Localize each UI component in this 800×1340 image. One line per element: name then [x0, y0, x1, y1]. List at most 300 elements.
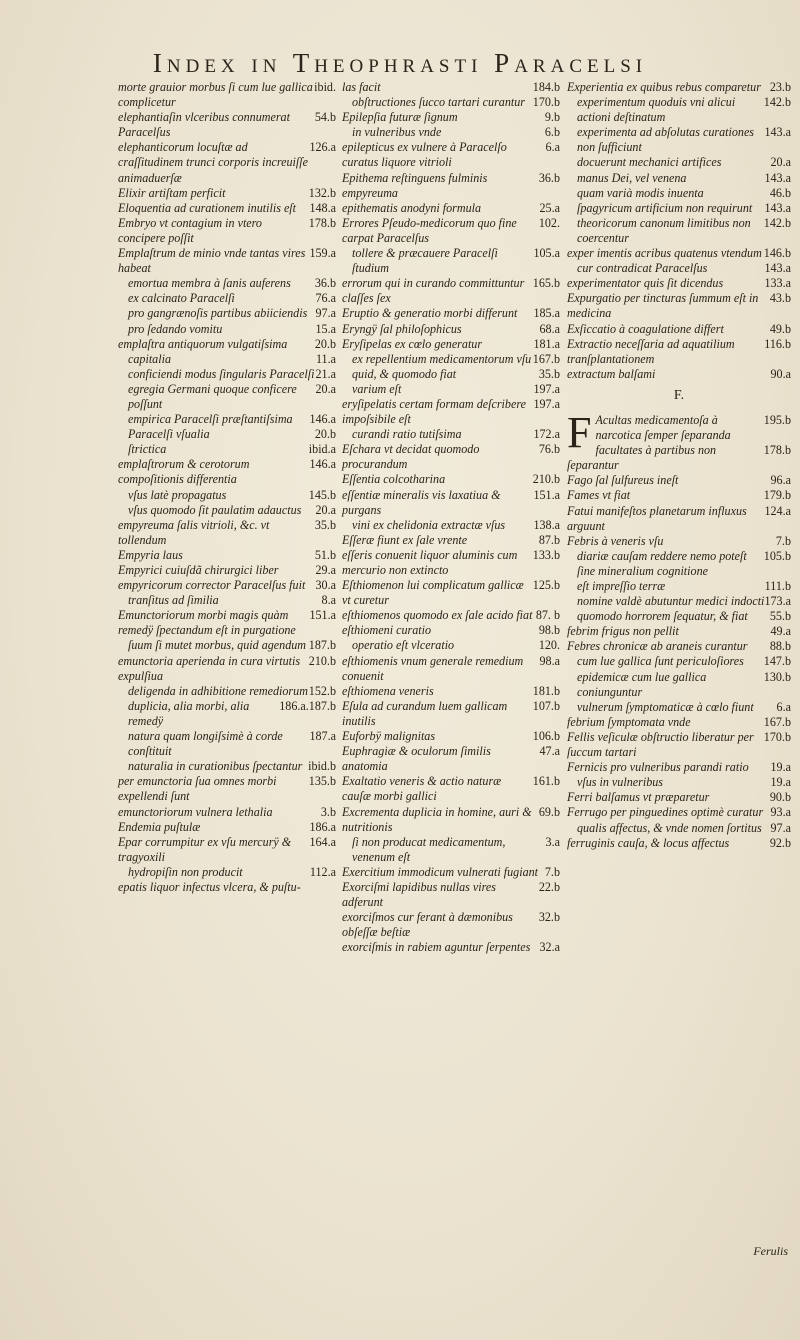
entry-text: quomodo horrorem ſequatur, & fiat — [577, 609, 748, 624]
index-entry — [567, 155, 791, 170]
page-reference: 8.a — [321, 593, 336, 608]
page-reference: 43.b — [769, 291, 791, 306]
entry-text: empyreuma ſalis vitrioli, &c. vt tollendum — [118, 517, 270, 547]
entry-text: Emunctoriorum morbi magis quàm remedÿ ſpectandum eſt in purgatione — [118, 608, 296, 638]
entry-text: operatio eſt vlceratio — [352, 638, 455, 653]
entry-text: ex calcinato Paracelſi — [128, 291, 235, 306]
page-reference: 76.a — [315, 291, 336, 306]
entry-text: Emplaſtrum de minio vnde tantas vires habeat — [118, 246, 306, 276]
entry-text: Acultas medicamentoſa à narcotica ſemper ſeparanda — [595, 412, 731, 443]
page-reference: 87.b — [538, 532, 560, 547]
page-reference: 197.a — [533, 396, 560, 411]
entry-text: elephanticorum locuſtæ ad craſſitudinem trunci corporis increuiſſe animaduerſæ — [118, 140, 309, 185]
index-entry — [342, 699, 560, 729]
index-entry — [342, 835, 560, 865]
index-entry — [342, 654, 560, 684]
entry-text: exper imentis acribus quatenus vtendum — [567, 246, 762, 261]
page-reference: 151.a — [533, 487, 560, 502]
index-column-2 — [342, 80, 560, 955]
page-reference: 23.b — [769, 80, 791, 94]
page-reference: 167.b — [532, 351, 560, 366]
entry-text: naturalia in curationibus ſpectantur — [128, 759, 303, 774]
index-entry — [567, 654, 791, 669]
entry-text: Ferrugo per pinguedines optimè curatur — [567, 805, 764, 820]
page-reference: 87. b — [535, 608, 560, 623]
page-reference: 3.b — [320, 804, 336, 819]
entry-text: eſthiomeni curatio — [342, 623, 432, 638]
entry-text: Fago ſal ſulfureus ineſt — [567, 473, 679, 488]
index-entry — [342, 171, 560, 201]
entry-text: Fatui manifeſtos planetarum influxus arguunt — [567, 503, 747, 533]
page-reference: 179.b — [763, 488, 791, 503]
page-reference: 143.a — [764, 125, 791, 140]
index-entry — [342, 382, 560, 397]
entry-text: eſthiomena veneris — [342, 683, 434, 698]
page-reference: 186.a — [309, 819, 336, 834]
index-entry — [567, 790, 791, 805]
index-entry — [118, 759, 336, 774]
page-reference: 120. — [538, 638, 560, 653]
index-entry — [118, 548, 336, 563]
page-reference: 35.b — [538, 366, 560, 381]
page-reference: 152.b — [308, 683, 336, 698]
page-reference: 187.a — [309, 729, 336, 744]
page-reference: 25.a — [539, 200, 560, 215]
entry-text: eryſipelatis certam formam deſcribere impoſsibile eſt — [342, 396, 526, 427]
index-entry — [567, 504, 791, 534]
page-reference: 148.a — [309, 200, 336, 215]
index-entry — [118, 880, 336, 895]
index-entry — [567, 760, 791, 775]
index-entry — [342, 216, 560, 246]
page-reference: 105.b — [763, 548, 791, 563]
index-entry — [567, 337, 791, 367]
index-entry — [342, 774, 560, 804]
index-entry — [342, 80, 560, 95]
entry-text: eſſeris conuenit liquor aluminis cum mercurio non extincto — [342, 547, 518, 577]
entry-text: Ferri balſamus vt præparetur — [567, 790, 710, 805]
entry-text: febrim frigus non pellit — [567, 624, 679, 639]
index-entry — [342, 608, 560, 623]
entry-text: pro gangrænoſis partibus abiiciendis — [128, 306, 308, 321]
entry-text: Elixir artiſtam perficit — [118, 185, 226, 200]
page-reference: 3.a — [545, 834, 560, 849]
entry-text: eſthiomenos quomodo ex ſale acido fiat — [342, 608, 533, 623]
index-entry — [118, 186, 336, 201]
entry-text: Exſiccatio à coagulatione differt — [567, 321, 724, 336]
page-reference: 97.a — [770, 820, 791, 835]
index-entry — [567, 821, 791, 836]
page-reference: 20.b — [314, 427, 336, 442]
index-entry — [342, 623, 560, 638]
index-entry — [118, 427, 336, 442]
index-entry — [118, 865, 336, 880]
index-entry — [567, 549, 791, 579]
index-entry — [567, 670, 791, 700]
entry-text: Experientia ex quibus rebus comparetur — [567, 80, 761, 94]
page-reference: 88.b — [769, 639, 791, 654]
index-entry — [118, 442, 336, 457]
page-reference: 90.b — [769, 790, 791, 805]
index-entry — [118, 140, 336, 185]
entry-text: Euphragiæ & oculorum ſimilis anatomia — [342, 744, 491, 774]
page-reference: 98.a — [539, 653, 560, 668]
entry-text: quid, & quomodo fiat — [352, 366, 457, 381]
index-entry — [567, 261, 791, 276]
index-entry — [342, 442, 560, 472]
entry-text: Fames vt fiat — [567, 488, 631, 503]
page-reference: 32.a — [539, 940, 560, 955]
page-reference: 6.a — [545, 140, 560, 155]
entry-text: ſtrictica — [128, 442, 167, 457]
index-entry — [118, 457, 336, 487]
entry-text: Eſſentia colcotharina — [342, 472, 446, 487]
page-reference: 97.a — [315, 306, 336, 321]
index-entry — [118, 306, 336, 321]
page-reference: 116.b — [764, 336, 791, 351]
entry-text: morte grauior morbus ſi cum lue gallica complicetur — [118, 80, 313, 110]
entry-text: duplicia, alia morbi, alia remedÿ — [128, 698, 250, 728]
page-reference: 132.b — [308, 185, 336, 200]
entry-text: errorum qui in curando committuntur claſſes ſex — [342, 276, 525, 306]
entry-text: Epithema reſtinguens fulminis empyreuma — [342, 170, 488, 200]
entry-text: theoricorum canonum limitibus non coercentur — [577, 215, 751, 245]
entry-text: docuerunt mechanici artifices — [577, 155, 722, 170]
index-entry — [342, 880, 560, 910]
entry-text: cur contradicat Paracelſus — [577, 261, 708, 276]
page-reference: 32.b — [538, 910, 560, 925]
entry-text: ſi non producat medicamentum, venenum eſt — [352, 834, 506, 864]
page-reference: 143.a — [764, 261, 791, 276]
entry-text: egregia Germani quoque conficere poſſunt — [128, 381, 297, 411]
index-entry — [567, 715, 791, 730]
entry-text: emplaſtra antiquorum vulgatiſsima — [118, 336, 288, 351]
entry-text: hydropiſin non producit — [128, 864, 243, 879]
page-reference: 98.b — [538, 623, 560, 638]
page-reference: 210.b — [532, 472, 560, 487]
index-entry — [567, 579, 791, 594]
index-entry — [567, 171, 791, 186]
entry-text: conficiendi modus ſingularis Paracelſi — [128, 366, 315, 381]
entry-text: epithematis anodyni formula — [342, 200, 482, 215]
entry-text: varium eſt — [352, 381, 402, 396]
entry-text: capitalia — [128, 351, 171, 366]
index-entry — [118, 593, 336, 608]
index-entry — [342, 276, 560, 306]
entry-text: extractum balſami — [567, 366, 656, 381]
entry-text: Eſthiomenon lui complicatum gallicæ vt curetur — [342, 578, 524, 608]
page-reference: 21.a — [315, 366, 336, 381]
index-entry — [118, 518, 336, 548]
index-entry — [118, 80, 336, 110]
page-reference: 210.b — [308, 653, 336, 668]
page-reference: 147.b — [763, 654, 791, 669]
index-entry — [567, 201, 791, 216]
page-reference: 138.a — [533, 517, 560, 532]
index-entry — [567, 594, 791, 609]
entry-text: empyricorum corrector Paracelſus fuit — [118, 578, 306, 593]
index-entry — [342, 140, 560, 170]
index-column-3 — [567, 80, 791, 851]
entry-text: Epar corrumpitur ex vſu mercurÿ & tragyoxili — [118, 834, 292, 864]
index-entry — [118, 382, 336, 412]
page-reference: 49.b — [769, 321, 791, 336]
page-reference: 170.b — [763, 729, 791, 744]
entry-text: Eſchara vt decidat quomodo procurandum — [342, 442, 480, 472]
drop-cap-letter: F — [567, 407, 592, 457]
page-reference: 178.b — [308, 215, 336, 230]
index-entry — [567, 730, 791, 760]
index-entry — [342, 865, 560, 880]
index-entry — [567, 246, 791, 261]
page-reference: ibid. — [314, 80, 336, 94]
page-reference: 146.b — [763, 246, 791, 261]
index-entry — [567, 609, 791, 624]
entry-text: pro ſedando vomitu — [128, 321, 223, 336]
page-reference: 54.b — [314, 110, 336, 125]
page-reference: 186.a.187.b — [279, 698, 336, 713]
index-entry — [342, 744, 560, 774]
entry-text: vſus latè propagatus — [128, 487, 227, 502]
page-reference: 165.b — [532, 276, 560, 291]
entry-text: tollere & præcauere Paracelſi ſtudium — [352, 246, 498, 276]
entry-text: Eſula ad curandum luem gallicam inutilis — [342, 698, 508, 728]
index-entry — [342, 729, 560, 744]
entry-text: Empyrici cuiuſdã chirurgici liber — [118, 563, 279, 577]
page-reference: 11.a — [315, 351, 336, 366]
index-entry — [118, 820, 336, 835]
index-entry — [342, 940, 560, 955]
index-entry — [342, 910, 560, 940]
index-entry — [118, 412, 336, 427]
page-reference: 96.a — [770, 473, 791, 488]
entry-text: Paracelſi vſualia — [128, 427, 210, 442]
entry-text: eſt impreſſio terræ — [577, 579, 666, 593]
index-entry — [567, 443, 791, 473]
entry-text: vſus in vulneribus — [577, 775, 663, 790]
index-entry — [118, 276, 336, 291]
index-entry — [118, 774, 336, 804]
index-entry — [567, 322, 791, 337]
page-reference: 6.b — [544, 125, 560, 140]
page-reference: 36.b — [314, 276, 336, 291]
index-entry — [118, 729, 336, 759]
index-entry — [567, 367, 791, 382]
page-reference: 135.b — [308, 774, 336, 789]
index-entry — [342, 472, 560, 487]
index-entry — [567, 216, 791, 246]
page-reference: 107.b — [532, 698, 560, 713]
index-entry — [342, 125, 560, 140]
index-entry — [567, 639, 791, 654]
page-reference: 102. — [538, 215, 560, 230]
page-reference: 145.b — [308, 487, 336, 502]
index-entry — [118, 322, 336, 337]
page-reference: 90.a — [770, 366, 791, 381]
index-entry — [118, 110, 336, 140]
page-reference: 151.a — [309, 608, 336, 623]
entry-text: natura quam longiſsimè à corde conſtituit — [128, 729, 283, 759]
entry-text: experimentum quoduis vni alicui actioni deſtinatum — [577, 95, 736, 125]
entry-text: Epilepſia futuræ ſignum — [342, 110, 458, 125]
entry-text: Exorciſmi lapidibus nullas vires adferunt — [342, 879, 496, 910]
index-entry — [118, 835, 336, 865]
index-entry — [342, 367, 560, 382]
index-entry — [118, 638, 336, 653]
page-reference: 105.a — [533, 246, 560, 261]
page-reference: 142.b — [763, 215, 791, 230]
page-reference: 167.b — [763, 714, 791, 729]
entry-text: Excrementa duplicia in homine, auri & nutritionis — [342, 804, 532, 834]
index-entry — [342, 805, 560, 835]
entry-text: per emunctoria ſua omnes morbi expellendi ſunt — [118, 774, 277, 804]
index-entry — [342, 684, 560, 699]
page-reference: 164.a — [309, 834, 336, 849]
page-reference: 197.a — [533, 381, 560, 396]
entry-text: eſthiomenis vnum generale remedium conuenit — [342, 653, 524, 683]
page-reference: 47.a — [539, 744, 560, 759]
page-reference: 146.a — [309, 457, 336, 472]
entry-text: Errores Pſeudo-medicorum quo fine carpat Paracelſus — [342, 215, 517, 245]
index-entry — [118, 578, 336, 593]
page-reference: 9.b — [544, 110, 560, 125]
entry-text: curandi ratio tutiſsima — [352, 427, 462, 442]
index-entry — [567, 534, 791, 549]
entry-text: Euforbÿ malignitas — [342, 729, 436, 744]
entry-text: emortua membra à ſanis auferens — [128, 276, 291, 291]
page-reference: 76.b — [538, 442, 560, 457]
page-reference: 146.a — [309, 412, 336, 427]
index-entry — [118, 367, 336, 382]
entry-text: cum lue gallica ſunt periculoſiores — [577, 654, 744, 669]
page-reference: 20.b — [314, 336, 336, 351]
entry-text: Embryo vt contagium in vtero concipere poſſit — [118, 215, 262, 245]
index-entry — [567, 186, 791, 201]
page-reference: 133.a — [764, 276, 791, 291]
entry-text: facultates à partibus non ſeparantur — [567, 443, 717, 473]
page-reference: 195.b — [763, 412, 791, 427]
entry-text: vini ex chelidonia extractæ vſus — [352, 517, 506, 532]
page-reference: 7.b — [775, 533, 791, 548]
entry-text: Febris à veneris vſu — [567, 533, 664, 548]
entry-text: experimentator quis ſit dicendus — [567, 276, 724, 291]
entry-text: las facit — [342, 80, 381, 94]
entry-text: Eloquentia ad curationem inutilis eſt — [118, 200, 297, 215]
entry-text: ferruginis cauſa, & locus affectus — [567, 835, 730, 850]
page-reference: 93.a — [770, 805, 791, 820]
letter-heading: F. — [673, 387, 685, 403]
entry-text: febrium ſymptomata vnde — [567, 714, 691, 729]
page-reference: 181.a — [533, 336, 560, 351]
index-entry — [567, 95, 791, 125]
page-reference: 124.a — [764, 503, 791, 518]
page-reference: 106.b — [532, 729, 560, 744]
entry-text: emunctoria aperienda in cura virtutis expulſiua — [118, 653, 301, 683]
index-entry — [342, 352, 560, 367]
index-entry — [118, 216, 336, 246]
index-entry — [118, 352, 336, 367]
page-reference: 143.a — [764, 170, 791, 185]
index-entry — [118, 201, 336, 216]
index-entry — [118, 488, 336, 503]
index-entry — [567, 473, 791, 488]
page-reference: 20.a — [315, 381, 336, 396]
page-reference: 184.b — [532, 80, 560, 94]
entry-text: Extractio neceſſaria ad aquatilium tranſplantationem — [567, 336, 735, 366]
page-reference: 172.a — [533, 427, 560, 442]
page-reference: 35.b — [314, 517, 336, 532]
index-entry — [342, 488, 560, 518]
entry-text: ſuum ſi mutet morbus, quid agendum — [128, 638, 307, 653]
index-entry — [118, 563, 336, 578]
entry-text: manus Dei, vel venena — [577, 170, 687, 185]
entry-text: Empyria laus — [118, 547, 183, 562]
entry-text: elephantiaſin vlceribus connumerat Paracelſus — [118, 110, 290, 140]
entry-text: diariæ cauſam reddere nemo poteſt ſine mineralium cognitione — [577, 548, 747, 578]
index-entry — [567, 700, 791, 715]
entry-text: epilepticus ex vulnere à Paracelſo curatus liquore vitrioli — [342, 140, 507, 170]
entry-text: qualis affectus, & vnde nomen ſortitus — [577, 820, 762, 835]
page-reference: ibid.b — [308, 759, 336, 774]
index-entry — [342, 578, 560, 608]
page-reference: ibid.a — [308, 442, 336, 457]
index-entry — [567, 805, 791, 820]
page-reference: 112.a — [309, 864, 336, 879]
entry-text: tranſitus ad ſimilia — [128, 593, 219, 608]
entry-text: quam varià modis inuenta — [577, 185, 704, 200]
entry-text: obſtructiones ſucco tartari curantur — [352, 95, 525, 110]
index-entry — [567, 836, 791, 851]
page-reference: 161.b — [532, 774, 560, 789]
entry-text: Exercitium immodicum vulnerati fugiant — [342, 864, 539, 879]
index-column-1 — [118, 80, 336, 895]
page-reference: 51.b — [314, 547, 336, 562]
index-entry — [342, 95, 560, 110]
entry-text: Expurgatio per tincturas ſummum eſt in medicina — [567, 291, 759, 321]
entry-text: Exaltatio veneris & actio naturæ cauſæ morbi gallici — [342, 774, 502, 804]
index-entry — [118, 699, 336, 729]
entry-text: in vulneribus vnde — [352, 125, 442, 140]
index-entry — [567, 80, 791, 95]
index-entry — [118, 684, 336, 699]
entry-text: Febres chronicæ ab araneis curantur — [567, 639, 748, 654]
page-reference: 170.b — [532, 95, 560, 110]
entry-text: Fernicis pro vulneribus parandi ratio — [567, 760, 749, 775]
page-reference: 159.a — [309, 246, 336, 261]
page-reference: 49.a — [770, 624, 791, 639]
entry-text: ſpagyricum artificium non requirunt — [577, 200, 753, 215]
index-entry — [342, 337, 560, 352]
page-reference: 20.a — [770, 155, 791, 170]
page-reference: 29.a — [315, 563, 336, 577]
page-reference: 130.b — [763, 669, 791, 684]
page-reference: 68.a — [539, 321, 560, 336]
index-entry — [567, 125, 791, 155]
catchword: Ferulis — [753, 1244, 788, 1258]
page-reference: 143.a — [764, 200, 791, 215]
entry-text: vſus quomodo ſit paulatim adauctus — [128, 502, 302, 517]
index-entry — [342, 246, 560, 276]
page-reference: 46.b — [769, 185, 791, 200]
index-entry — [118, 608, 336, 638]
entry-text: Eryngÿ ſal philoſophicus — [342, 321, 462, 336]
index-entry — [118, 246, 336, 276]
entry-text: Eſſeræ fiunt ex ſale vrente — [342, 532, 468, 547]
index-entry — [342, 533, 560, 548]
entry-text: epatis liquor infectus vlcera, & puſtu- — [118, 879, 301, 894]
index-entry — [567, 624, 791, 639]
page-reference: 133.b — [532, 547, 560, 562]
